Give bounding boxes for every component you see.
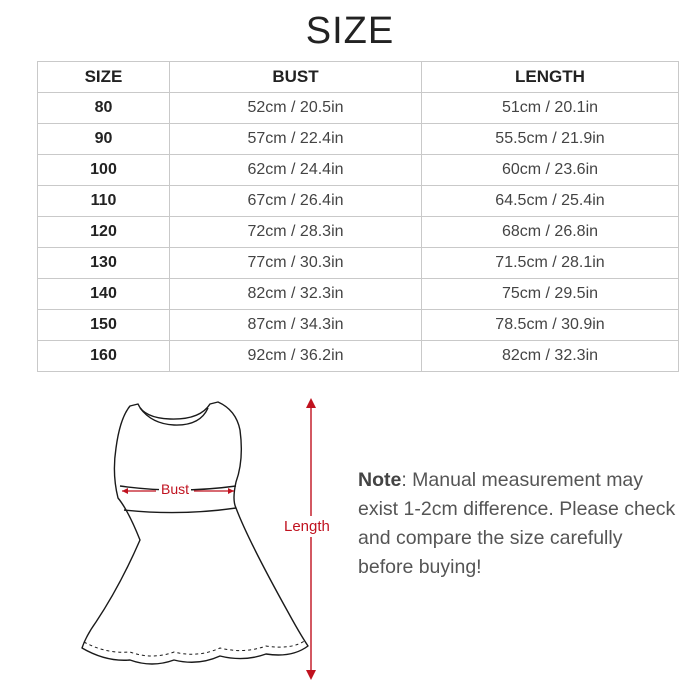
table-row [38,310,679,341]
measurement-note [358,466,678,582]
bust-cell: 52cm / 20.5in [170,93,422,124]
header-bust: BUST [170,62,422,93]
dress-waist-seam-lower [124,508,236,513]
length-cell: 51cm / 20.1in [422,93,679,124]
table-row [38,124,679,155]
size-chart-table [37,61,679,372]
note-label: Note [358,469,402,491]
bust-cell: 57cm / 22.4in [170,124,422,155]
dress-hem-stitch [84,640,306,656]
length-measure-line [306,398,316,680]
size-cell: 80 [38,93,170,124]
bust-cell: 92cm / 36.2in [170,341,422,372]
length-cell: 82cm / 32.3in [422,341,679,372]
page-title: SIZE [305,10,395,52]
length-cell: 75cm / 29.5in [422,279,679,310]
table-row [38,186,679,217]
table-header-row [38,62,679,93]
dress-diagram [60,390,380,690]
bust-cell: 82cm / 32.3in [170,279,422,310]
table-row [38,341,679,372]
size-cell: 150 [38,310,170,341]
header-size: SIZE [38,62,170,93]
length-cell: 71.5cm / 28.1in [422,248,679,279]
size-cell: 130 [38,248,170,279]
bust-cell: 72cm / 28.3in [170,217,422,248]
table-row [38,155,679,186]
length-cell: 55.5cm / 21.9in [422,124,679,155]
size-cell: 90 [38,124,170,155]
table-row [38,248,679,279]
table-row [38,279,679,310]
length-cell: 68cm / 26.8in [422,217,679,248]
size-cell: 120 [38,217,170,248]
table-row [38,217,679,248]
length-label: Length [284,518,330,535]
bust-cell: 77cm / 30.3in [170,248,422,279]
size-cell: 160 [38,341,170,372]
length-cell: 64.5cm / 25.4in [422,186,679,217]
bust-cell: 67cm / 26.4in [170,186,422,217]
size-cell: 110 [38,186,170,217]
table-row [38,93,679,124]
note-text: : Manual measurement may exist 1-2cm difference. Please check and compare the size carefully before buying! [358,469,676,578]
bust-cell: 87cm / 34.3in [170,310,422,341]
length-cell: 78.5cm / 30.9in [422,310,679,341]
dress-outline-icon [60,390,380,690]
bust-cell: 62cm / 24.4in [170,155,422,186]
dress-body-outline [82,402,308,664]
header-length: LENGTH [422,62,679,93]
bust-label: Bust [161,481,190,497]
size-cell: 140 [38,279,170,310]
dress-neckline [140,408,208,425]
length-cell: 60cm / 23.6in [422,155,679,186]
size-cell: 100 [38,155,170,186]
